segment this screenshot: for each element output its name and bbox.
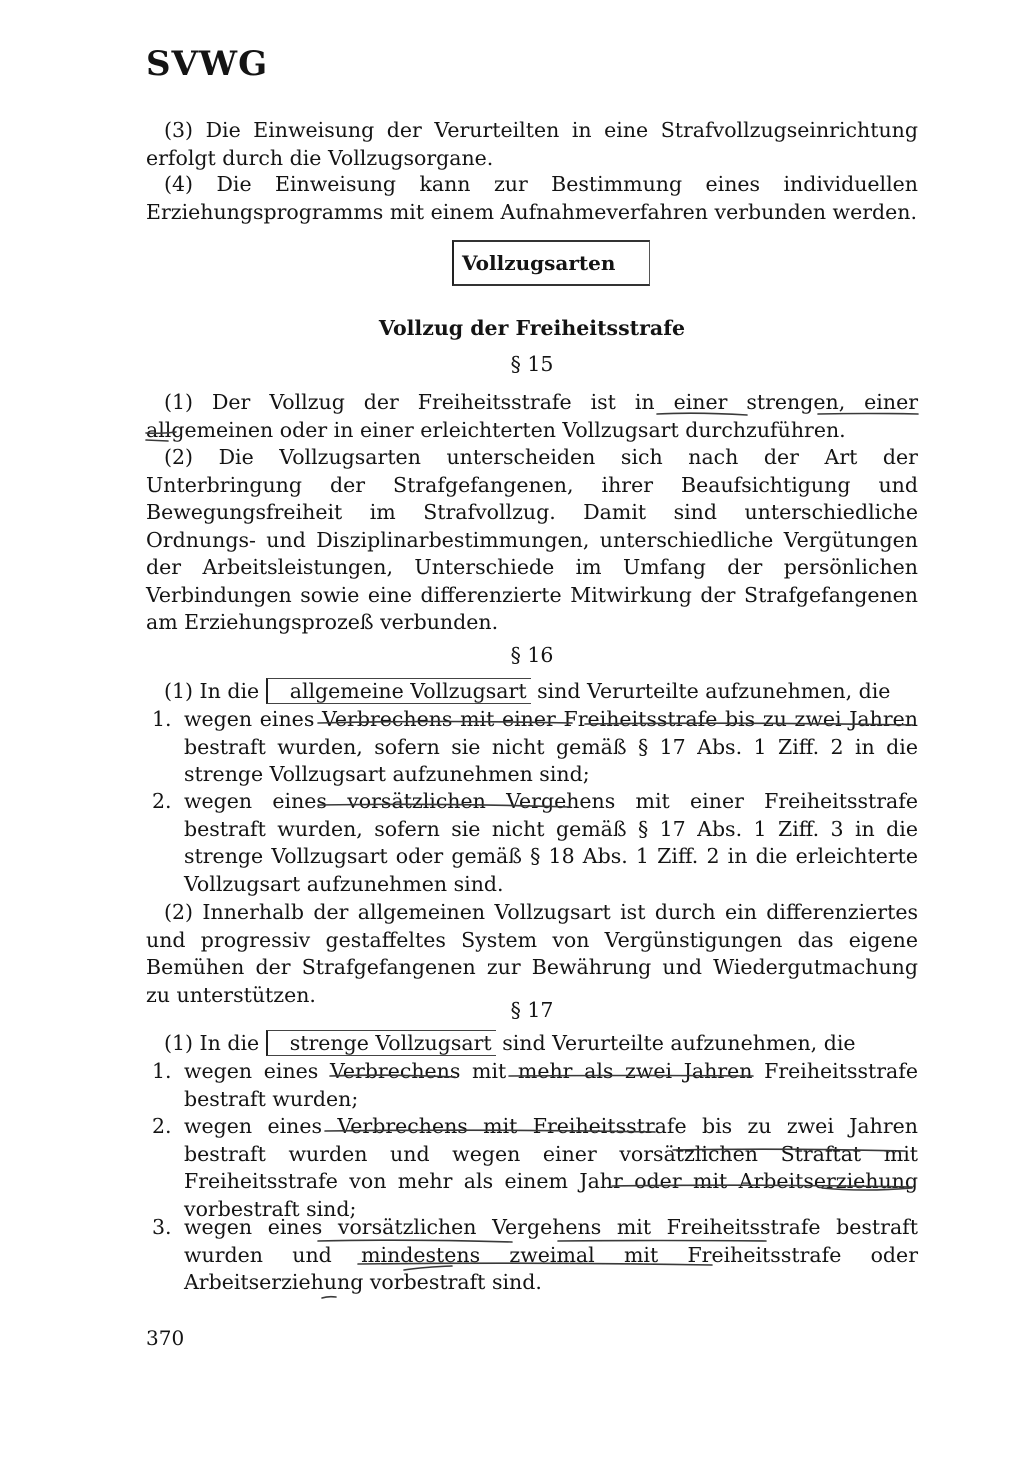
paragraph-15-label: § 15	[510, 352, 554, 376]
list-item-text: wegen eines Verbrechens mit Freiheitsstrafe bis zu zwei Jahren bestraft wurden und wegen einer vorsätzlichen Straftat mit Freiheitsstrafe von mehr als einem Jahr oder mit Arbeitserziehung vorbestraft sind;	[184, 1114, 918, 1221]
paragraph-16-intro	[146, 678, 918, 706]
list-item-number: 2.	[152, 1114, 172, 1138]
list-item	[146, 706, 918, 789]
intro-post: sind Verurteilte aufzunehmen, die	[502, 1031, 856, 1055]
list-item	[146, 1058, 918, 1113]
list-item	[146, 788, 918, 898]
list-item-text: wegen eines vorsätzlichen Vergehens mit Freiheitsstrafe bestraft wurden und mindestens zweimal mit Freiheitsstrafe oder Arbeitserziehung vorbestraft sind.	[184, 1215, 918, 1294]
intro-post: sind Verurteilte aufzunehmen, die	[537, 679, 891, 703]
highlighted-term: strenge Vollzugsart	[266, 1030, 496, 1056]
paragraph-15-1: (1) Der Vollzug der Freiheitsstrafe ist in einer strengen, einer allgemeinen oder in einer erleichterten Vollzugsart durchzuführen.	[146, 390, 918, 442]
section-title-box	[452, 240, 650, 286]
list-item-text: wegen eines Verbrechens mit mehr als zwei Jahren Freiheitsstrafe bestraft wurden;	[184, 1059, 918, 1111]
paragraph-17-label: § 17	[510, 998, 554, 1022]
list-item-text: wegen eines Verbrechens mit einer Freiheitsstrafe bis zu zwei Jahren bestraft wurden, sofern sie nicht gemäß § 17 Abs. 1 Ziff. 2 in die strenge Vollzugsart aufzunehmen sind;	[184, 707, 918, 786]
list-item-number: 2.	[152, 789, 172, 813]
paragraph-3: (3) Die Einweisung der Verurteilten in eine Strafvollzugseinrichtung erfolgt durch die Vollzugsorgane.	[146, 118, 918, 170]
list-item-number: 1.	[152, 1059, 172, 1083]
list-item	[146, 1113, 918, 1223]
paragraph-16-2: (2) Innerhalb der allgemeinen Vollzugsart ist durch ein differenziertes und progressiv gestaffeltes System von Vergünstigungen das eigene Bemühen der Strafgefangenen zur Bewährung und Wiedergutmachung zu unterstützen.	[146, 900, 918, 1007]
list-item	[146, 1214, 918, 1297]
list-item-number: 3.	[152, 1215, 172, 1239]
header-code: SVWG	[146, 44, 269, 84]
paragraph-17-intro	[146, 1030, 918, 1058]
paragraph-15-2: (2) Die Vollzugsarten unterscheiden sich nach der Art der Unterbringung der Strafgefangenen, ihrer Beaufsichtigung und Bewegungsfreiheit im Strafvollzug. Damit sind unterschiedliche Ordnungs- und Disziplinarbestimmungen, unterschiedliche Vergütungen der Arbeitsleistungen, Unterschiede im Umfang der persönlichen Verbindungen sowie eine differenzierte Mitwirkung der Strafgefangenen am Erziehungsprozeß verbunden.	[146, 445, 918, 634]
list-item-text: wegen eines vorsätzlichen Vergehens mit einer Freiheitsstrafe bestraft wurden, sofern sie nicht gemäß § 17 Abs. 1 Ziff. 3 in die strenge Vollzugsart oder gemäß § 18 Abs. 1 Ziff. 2 in die erleichterte Vollzugsart aufzunehmen sind.	[184, 789, 918, 896]
highlighted-term: allgemeine Vollzugsart	[266, 678, 531, 704]
list-item-number: 1.	[152, 707, 172, 731]
intro-pre: (1) In die	[164, 679, 260, 703]
paragraph-4: (4) Die Einweisung kann zur Bestimmung eines individuellen Erziehungsprogramms mit einem Aufnahmeverfahren verbunden werden.	[146, 172, 918, 224]
intro-pre: (1) In die	[164, 1031, 260, 1055]
paragraph-16-label: § 16	[510, 643, 554, 667]
section-title: Vollzugsarten	[462, 251, 616, 275]
pencil-underline	[322, 1297, 336, 1298]
page-number: 370	[146, 1326, 185, 1350]
section-heading: Vollzug der Freiheitsstrafe	[378, 316, 686, 340]
